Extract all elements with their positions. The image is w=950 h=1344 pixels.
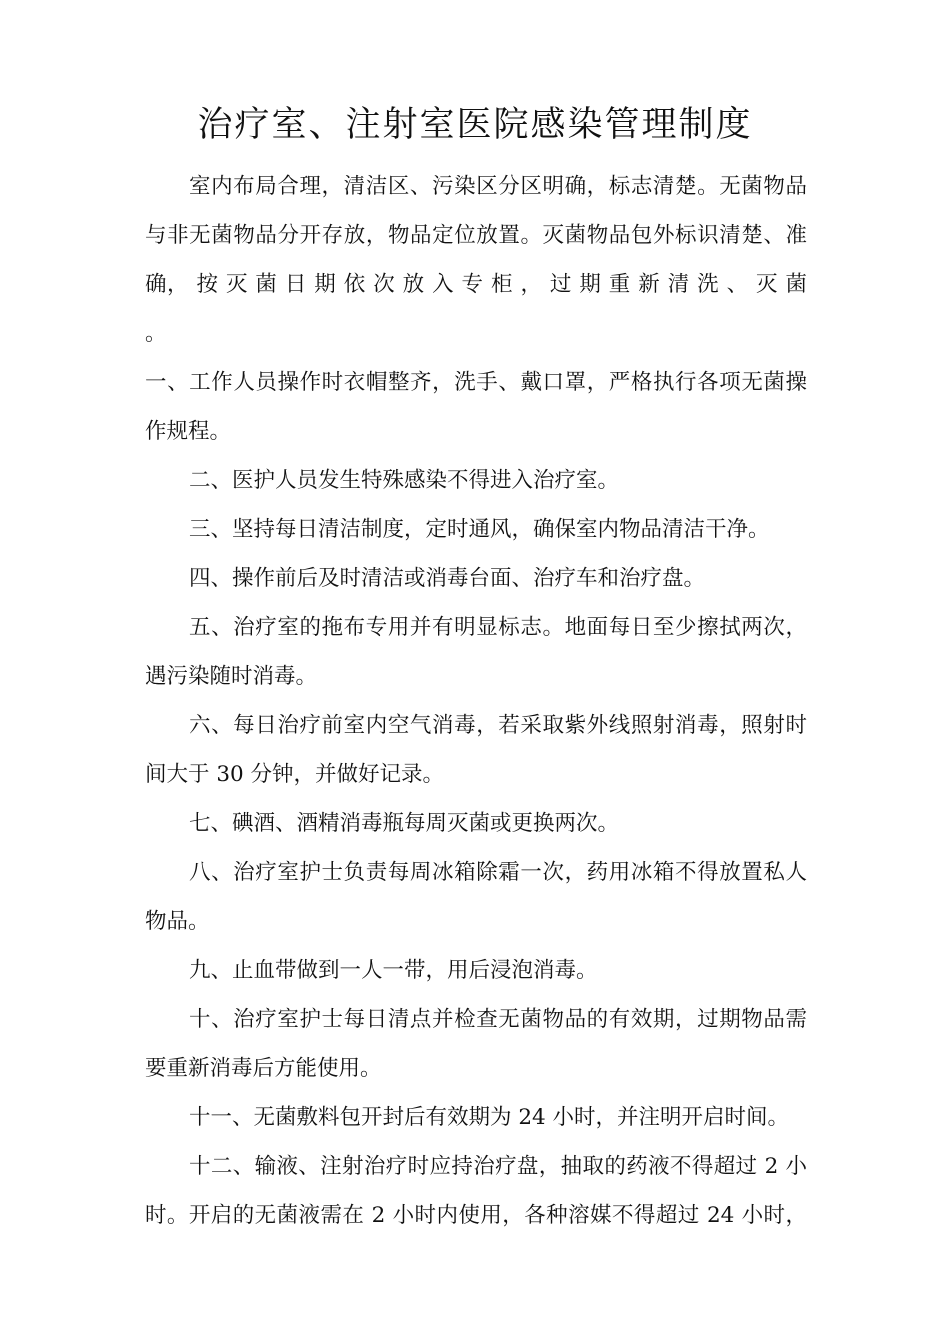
rule-10-line: 要重新消毒后方能使用。 xyxy=(145,1056,382,1081)
rule-10-line: 十、治疗室护士每日清点并检查无菌物品的有效期，过期物品需 xyxy=(189,1007,807,1032)
rule-4-line: 四、操作前后及时清洁或消毒台面、治疗车和治疗盘。 xyxy=(189,566,706,591)
rule-5-line: 五、治疗室的拖布专用并有明显标志。地面每日至少擦拭两次， xyxy=(189,615,807,640)
rule-8-line: 八、治疗室护士负责每周冰箱除霜一次，药用冰箱不得放置私人 xyxy=(189,860,807,885)
rule-12-line: 时。开启的无菌液需在 2 小时内使用，各种溶媒不得超过 24 小时， xyxy=(145,1203,807,1228)
rule-9-line: 九、止血带做到一人一带，用后浸泡消毒。 xyxy=(189,958,598,983)
rule-3-line: 三、坚持每日清洁制度，定时通风，确保室内物品清洁干净。 xyxy=(189,517,770,542)
intro-line: 与非无菌物品分开存放，物品定位放置。灭菌物品包外标识清楚、准 xyxy=(145,223,807,248)
rule-8-line: 物品。 xyxy=(145,909,210,934)
rule-5-line: 遇污染随时消毒。 xyxy=(145,664,318,689)
document-title: 治疗室、注射室医院感染管理制度 xyxy=(197,105,753,145)
rule-11-line: 十一、无菌敷料包开封后有效期为 24 小时，并注明开启时间。 xyxy=(189,1105,790,1130)
document-body xyxy=(145,162,807,1240)
rule-6-line: 间大于 30 分钟，并做好记录。 xyxy=(145,762,445,787)
rule-1-line: 作规程。 xyxy=(145,419,232,444)
intro-line: 确， 按 灭 菌 日 期 依 次 放 入 专 柜 ， 过 期 重 新 清 洗 、 灭 菌 。 xyxy=(145,272,807,346)
rule-2-line: 二、医护人员发生特殊感染不得进入治疗室。 xyxy=(189,468,620,493)
intro-line: 室内布局合理，清洁区、污染区分区明确，标志清楚。无菌物品 xyxy=(189,174,807,199)
rule-1-line: 一、工作人员操作时衣帽整齐，洗手、戴口罩，严格执行各项无菌操 xyxy=(145,370,807,395)
rule-6-line: 六、每日治疗前室内空气消毒，若采取紫外线照射消毒，照射时 xyxy=(189,713,807,738)
rule-12-line: 十二、输液、注射治疗时应持治疗盘，抽取的药液不得超过 2 小 xyxy=(189,1154,807,1179)
rule-7-line: 七、碘酒、酒精消毒瓶每周灭菌或更换两次。 xyxy=(189,811,620,836)
